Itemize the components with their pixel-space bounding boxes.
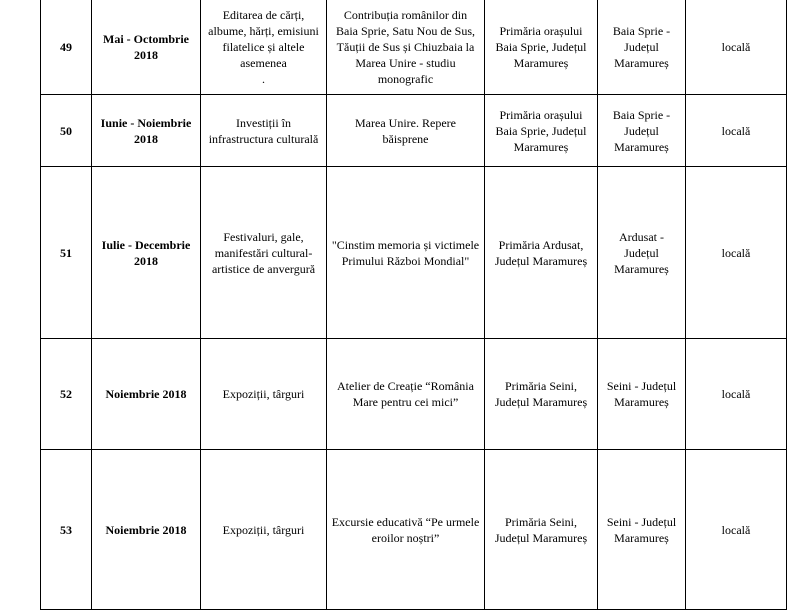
title-cell: Excursie educativă “Pe urmele eroilor noștri”: [327, 450, 485, 610]
category-cell: Festivaluri, gale, manifestări cultural- artistice de anvergură: [201, 167, 327, 339]
table-row: [41, 450, 787, 610]
title-cell: Atelier de Creație “România Mare pentru cei mici”: [327, 339, 485, 450]
table-row: [41, 167, 787, 339]
organizer-cell: Primăria Ardusat, Județul Maramureș: [485, 167, 598, 339]
period-cell: Iunie - Noiembrie 2018: [92, 95, 201, 167]
row-number: 49: [41, 0, 92, 95]
period-cell: Iulie - Decembrie 2018: [92, 167, 201, 339]
level-cell: locală: [686, 339, 787, 450]
period-cell: Noiembrie 2018: [92, 450, 201, 610]
level-cell: locală: [686, 450, 787, 610]
row-number: 51: [41, 167, 92, 339]
organizer-cell: Primăria orașului Baia Sprie, Județul Maramureș: [485, 0, 598, 95]
row-number: 50: [41, 95, 92, 167]
location-cell: Baia Sprie - Județul Maramureș: [598, 95, 686, 167]
category-cell: Expoziții, târguri: [201, 339, 327, 450]
events-table: [40, 0, 787, 610]
title-cell: Contribuția românilor din Baia Sprie, Satu Nou de Sus, Tăuții de Sus și Chiuzbaia la Marea Unire - studiu monografic: [327, 0, 485, 95]
row-number: 52: [41, 339, 92, 450]
title-cell: "Cinstim memoria și victimele Primului Război Mondial": [327, 167, 485, 339]
organizer-cell: Primăria Seini, Județul Maramureș: [485, 450, 598, 610]
location-cell: Seini - Județul Maramureș: [598, 339, 686, 450]
category-cell: Editarea de cărți, albume, hărți, emisiuni filatelice și altele asemenea .: [201, 0, 327, 95]
title-cell: Marea Unire. Repere băisprene: [327, 95, 485, 167]
location-cell: Seini - Județul Maramureș: [598, 450, 686, 610]
table-row: [41, 95, 787, 167]
period-cell: Mai - Octombrie 2018: [92, 0, 201, 95]
level-cell: locală: [686, 95, 787, 167]
organizer-cell: Primăria Seini, Județul Maramureș: [485, 339, 598, 450]
period-cell: Noiembrie 2018: [92, 339, 201, 450]
table-row: [41, 339, 787, 450]
row-number: 53: [41, 450, 92, 610]
category-cell: Investiții în infrastructura culturală: [201, 95, 327, 167]
location-cell: Ardusat - Județul Maramureș: [598, 167, 686, 339]
level-cell: locală: [686, 167, 787, 339]
level-cell: locală: [686, 0, 787, 95]
category-cell: Expoziții, târguri: [201, 450, 327, 610]
organizer-cell: Primăria orașului Baia Sprie, Județul Maramureș: [485, 95, 598, 167]
table-row: [41, 0, 787, 95]
location-cell: Baia Sprie - Județul Maramureș: [598, 0, 686, 95]
